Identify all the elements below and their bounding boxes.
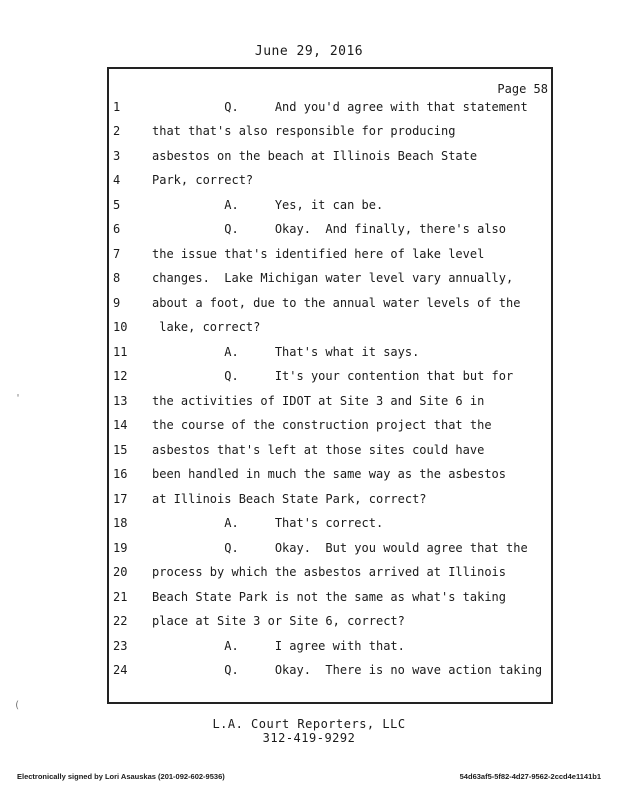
line-text: the issue that's identified here of lake level — [152, 247, 485, 261]
line-text: Beach State Park is not the same as what's taking — [152, 590, 507, 604]
line-number: 18 — [113, 516, 128, 530]
line-number: 1 — [113, 100, 121, 114]
transcript-line — [0, 247, 618, 269]
line-text: about a foot, due to the annual water levels of the — [152, 296, 521, 310]
line-number: 22 — [113, 614, 128, 628]
transcript-line — [0, 467, 618, 489]
line-number: 5 — [113, 198, 121, 212]
line-text: Q. Okay. There is no wave action taking — [152, 663, 543, 677]
transcript-line — [0, 149, 618, 171]
reporter-name: L.A. Court Reporters, LLC — [212, 717, 406, 731]
document-hash: 54d63af5-5f82-4d27-9562-2ccd4e1141b1 — [459, 772, 601, 781]
line-number: 3 — [113, 149, 121, 163]
line-text: Q. It's your contention that but for — [152, 369, 514, 383]
line-number: 9 — [113, 296, 121, 310]
page-number: Page 58 — [497, 82, 548, 96]
transcript-line — [0, 345, 618, 367]
electronic-signature: Electronically signed by Lori Asauskas (201-092-602-9536) — [17, 772, 225, 781]
transcript-line — [0, 124, 618, 146]
transcript-line — [0, 590, 618, 612]
transcript-line — [0, 198, 618, 220]
line-text: Q. Okay. And finally, there's also — [152, 222, 507, 236]
line-number: 20 — [113, 565, 128, 579]
line-text: changes. Lake Michigan water level vary annually, — [152, 271, 514, 285]
line-number: 16 — [113, 467, 128, 481]
line-number: 7 — [113, 247, 121, 261]
line-text: been handled in much the same way as the asbestos — [152, 467, 507, 481]
transcript-line — [0, 516, 618, 538]
transcript-line — [0, 173, 618, 195]
scan-mark: ( — [14, 700, 21, 711]
transcript-line — [0, 614, 618, 636]
line-number: 24 — [113, 663, 128, 677]
line-text: asbestos on the beach at Illinois Beach State — [152, 149, 478, 163]
line-number: 2 — [113, 124, 121, 138]
line-number: 13 — [113, 394, 128, 408]
line-number: 11 — [113, 345, 128, 359]
line-number: 10 — [113, 320, 128, 334]
line-number: 4 — [113, 173, 121, 187]
line-text: at Illinois Beach State Park, correct? — [152, 492, 427, 506]
reporter-phone: 312-419-9292 — [262, 731, 356, 745]
transcript-line — [0, 565, 618, 587]
line-number: 8 — [113, 271, 121, 285]
line-text: lake, correct? — [152, 320, 261, 334]
transcript-line — [0, 100, 618, 122]
transcript-line — [0, 369, 618, 391]
line-text: A. Yes, it can be. — [152, 198, 384, 212]
transcript-line — [0, 663, 618, 685]
line-number: 14 — [113, 418, 128, 432]
transcript-line — [0, 222, 618, 244]
transcript-line — [0, 394, 618, 416]
transcript-line — [0, 639, 618, 661]
line-text: A. That's correct. — [152, 516, 384, 530]
transcript-line — [0, 271, 618, 293]
line-number: 19 — [113, 541, 128, 555]
line-number: 6 — [113, 222, 121, 236]
line-text: A. That's what it says. — [152, 345, 420, 359]
line-text: Park, correct? — [152, 173, 254, 187]
transcript-line — [0, 492, 618, 514]
line-text: process by which the asbestos arrived at Illinois — [152, 565, 507, 579]
scan-mark: ' — [15, 393, 22, 404]
line-text: place at Site 3 or Site 6, correct? — [152, 614, 405, 628]
line-text: the course of the construction project that the — [152, 418, 492, 432]
transcript-date: June 29, 2016 — [254, 44, 364, 59]
transcript-line — [0, 443, 618, 465]
line-text: A. I agree with that. — [152, 639, 405, 653]
line-text: that that's also responsible for producing — [152, 124, 456, 138]
line-number: 12 — [113, 369, 128, 383]
line-text: Q. And you'd agree with that statement — [152, 100, 528, 114]
transcript-line — [0, 418, 618, 440]
transcript-line — [0, 320, 618, 342]
line-text: the activities of IDOT at Site 3 and Site 6 in — [152, 394, 485, 408]
line-number: 15 — [113, 443, 128, 457]
line-number: 21 — [113, 590, 128, 604]
line-text: asbestos that's left at those sites could have — [152, 443, 485, 457]
transcript-line — [0, 541, 618, 563]
line-number: 17 — [113, 492, 128, 506]
transcript-line — [0, 296, 618, 318]
line-text: Q. Okay. But you would agree that the — [152, 541, 528, 555]
line-number: 23 — [113, 639, 128, 653]
